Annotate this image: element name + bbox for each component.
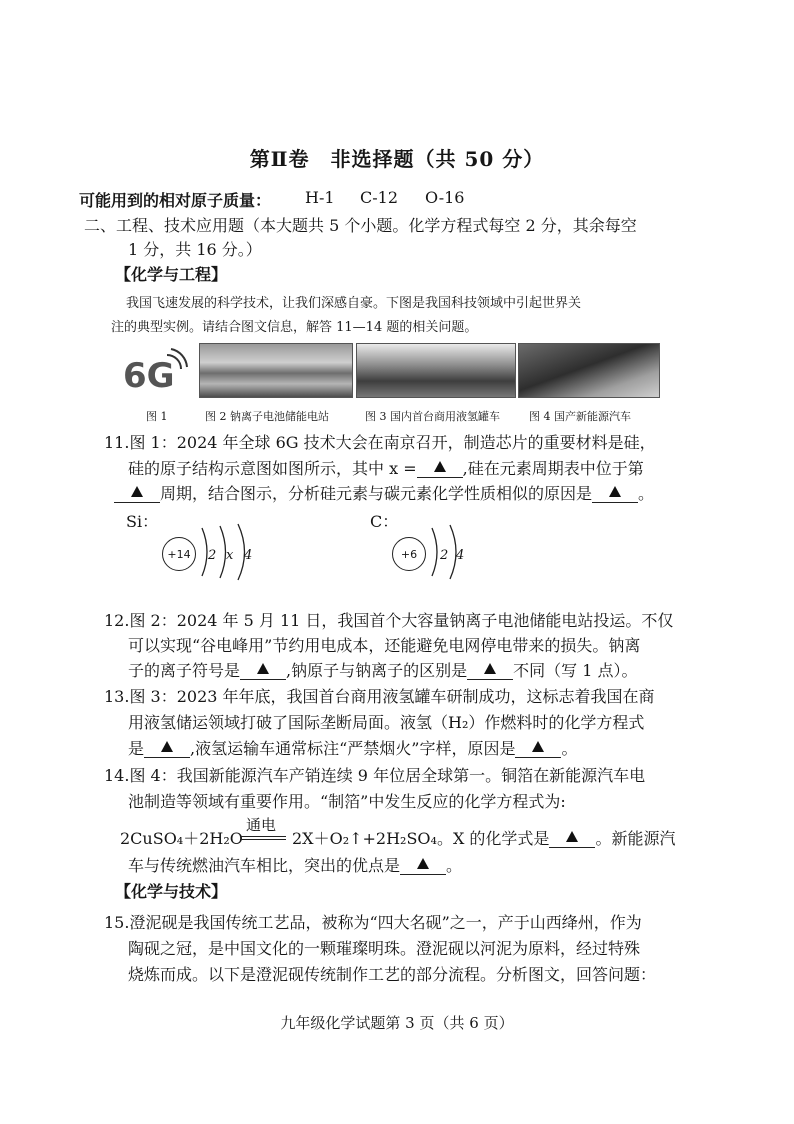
section2-heading-line2: 1 分，共 16 分。） xyxy=(128,240,262,259)
answer-blank-advantage[interactable] xyxy=(400,856,446,875)
q11-line3 xyxy=(114,481,654,504)
q15-line1: 15.澄泥砚是我国传统工艺品，被称为“四大名砚”之一，产于山西绛州，作为 xyxy=(104,913,642,932)
answer-blank-no-fire-reason[interactable] xyxy=(515,739,561,758)
intro-line1: 我国飞速发展的科学技术，让我们深感自豪。下图是我国科技领域中引起世界关 xyxy=(126,296,582,311)
mass-o: O-16 xyxy=(425,188,465,207)
q13-line2: 用液氢储运领域打破了国际垄断局面。液氢（H₂）作燃料时的化学方程式 xyxy=(128,713,645,732)
triangle-icon xyxy=(161,741,173,752)
q11-line2a: 硅的原子结构示意图如图所示，其中 x = xyxy=(128,459,417,478)
caption-fig2: 图 2 钠离子电池储能电站 xyxy=(205,410,329,423)
q14-line4a: 车与传统燃油汽车相比，突出的优点是 xyxy=(128,856,401,875)
subsection-chem-engineering: 【化学与工程】 xyxy=(115,265,228,284)
q15-line2: 陶砚之冠，是中国文化的一颗璀璨明珠。澄泥砚以河泥为原料，经过特殊 xyxy=(128,939,641,958)
q14-equation-tail: 。新能源汽 xyxy=(595,829,676,848)
reaction-arrow-line xyxy=(240,836,286,837)
mass-h: H-1 xyxy=(305,188,335,207)
q12-line3a: 子的离子符号是 xyxy=(128,661,241,680)
q12-line2: 可以实现“谷电峰用”节约用电成本，还能避免电网停电带来的损失。钠离 xyxy=(128,636,641,655)
q11-line3b: 。 xyxy=(638,484,655,503)
si-nucleus: +14 xyxy=(162,537,196,571)
triangle-icon xyxy=(532,741,544,752)
caption-fig4: 图 4 国产新能源汽车 xyxy=(529,410,631,423)
si-label: Si： xyxy=(126,512,159,531)
q14-equation-left: 2CuSO₄＋2H₂O xyxy=(120,829,243,848)
q14-line4 xyxy=(128,853,462,876)
figure-6g-logo xyxy=(115,343,195,398)
caption-fig3: 图 3 国内首台商用液氢罐车 xyxy=(365,410,500,423)
answer-blank-difference[interactable] xyxy=(467,661,513,680)
c-electron-shells xyxy=(428,522,478,582)
section-title: 第Ⅱ卷 非选择题（共 50 分） xyxy=(249,147,545,171)
answer-blank-reason[interactable] xyxy=(592,484,638,503)
q14-line1: 14.图 4：我国新能源汽车产销连续 9 年位居全球第一。铜箔在新能源汽车电 xyxy=(104,766,646,785)
triangle-icon xyxy=(609,486,621,497)
q11-line2 xyxy=(128,456,644,479)
si-shell-2: x xyxy=(226,548,234,563)
triangle-icon xyxy=(417,858,429,869)
q11-line2b: ,硅在元素周期表中位于第 xyxy=(462,459,644,478)
mass-c: C-12 xyxy=(360,188,399,207)
q13-line3a: 是 xyxy=(128,739,145,758)
q14-equation-right xyxy=(292,826,675,849)
answer-blank-h2-equation[interactable] xyxy=(144,739,190,758)
triangle-icon xyxy=(257,663,269,674)
answer-blank-period[interactable] xyxy=(114,484,160,503)
reaction-arrow-line xyxy=(240,839,286,840)
q11-line1: 11.图 1：2024 年全球 6G 技术大会在南京召开，制造芯片的重要材料是硅， xyxy=(104,433,656,452)
answer-blank-x-formula[interactable] xyxy=(549,829,595,848)
triangle-icon xyxy=(434,461,446,472)
6g-logo-text: 6G xyxy=(123,356,175,396)
q12-line3c: 不同（写 1 点）。 xyxy=(513,661,638,680)
figure-battery-station-photo xyxy=(199,343,353,398)
si-shell-3: 4 xyxy=(244,548,253,563)
triangle-icon xyxy=(484,663,496,674)
triangle-icon xyxy=(131,486,143,497)
intro-line2: 注的典型实例。请结合图文信息，解答 11—14 题的相关问题。 xyxy=(111,320,478,335)
q15-line3: 烧炼而成。以下是澄泥砚传统制作工艺的部分流程。分析图文，回答问题： xyxy=(128,965,657,984)
q11-line3a: 周期，结合图示，分析硅元素与碳元素化学性质相似的原因是 xyxy=(160,484,593,503)
c-shell-2: 4 xyxy=(456,548,465,563)
q14-line4b: 。 xyxy=(446,856,463,875)
figure-hydrogen-tanker-photo xyxy=(356,343,516,398)
page-footer: 九年级化学试题第 3 页（共 6 页） xyxy=(280,1014,514,1032)
c-shell-1: 2 xyxy=(440,548,449,563)
6g-signal-icon xyxy=(115,343,195,398)
triangle-icon xyxy=(566,831,578,842)
answer-blank-x[interactable] xyxy=(417,459,463,478)
c-nucleus: +6 xyxy=(392,537,426,571)
q14-line2: 池制造等领域有重要作用。“制箔”中发生反应的化学方程式为: xyxy=(128,792,566,811)
q12-line3b: ,钠原子与钠离子的区别是 xyxy=(286,661,468,680)
q12-line1: 12.图 2：2024 年 5 月 11 日，我国首个大容量钠离子电池储能电站投运。不仅 xyxy=(104,611,674,630)
subsection-chem-technology: 【化学与技术】 xyxy=(115,882,228,901)
q13-line3c: 。 xyxy=(561,739,578,758)
q13-line3 xyxy=(128,736,577,759)
q12-line3 xyxy=(128,658,637,681)
atomic-mass-label: 可能用到的相对原子质量： xyxy=(79,191,272,210)
answer-blank-ion-symbol[interactable] xyxy=(240,661,286,680)
section2-heading-line1: 二、工程、技术应用题（本大题共 5 个小题。化学方程式每空 2 分，其余每空 xyxy=(84,216,637,235)
c-label: C： xyxy=(370,512,399,531)
figure-new-energy-car-photo xyxy=(518,343,660,398)
q13-line3b: ,液氢运输车通常标注“严禁烟火”字样，原因是 xyxy=(190,739,516,758)
caption-fig1: 图 1 xyxy=(146,410,168,423)
q14-equation-condition: 通电 xyxy=(246,816,277,834)
si-shell-1: 2 xyxy=(208,548,217,563)
q14-equation-right-text: 2X＋O₂↑+2H₂SO₄。X 的化学式是 xyxy=(292,829,550,848)
q13-line1: 13.图 3：2023 年年底，我国首台商用液氢罐车研制成功，这标志着我国在商 xyxy=(104,687,655,706)
